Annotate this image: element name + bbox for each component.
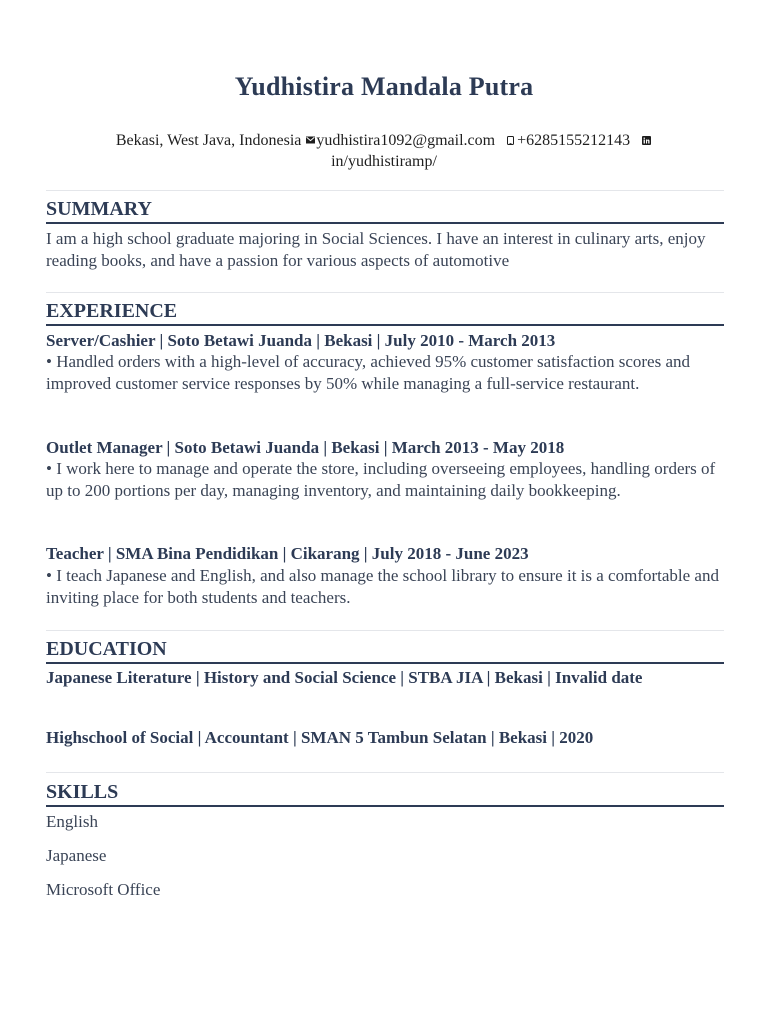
skills-heading: SKILLS [46,780,724,807]
contact-line [60,130,708,172]
skill-item: Microsoft Office [46,880,161,899]
education-item: Highschool of Social | Accountant | SMAN 5 Tambun Selatan | Bekasi | 2020 [46,728,594,747]
summary-text: I am a high school graduate majoring in Social Sciences. I have an interest in culinary arts, enjoy reading books, and have a passion for various aspects of automotive [46,229,706,270]
experience-item-heading: Teacher | SMA Bina Pendidikan | Cikarang | July 2018 - June 2023 [46,544,529,563]
skill-item: English [46,812,98,831]
experience-item-heading: Outlet Manager | Soto Betawi Juanda | Bekasi | March 2013 - May 2018 [46,438,565,457]
envelope-icon [306,136,315,144]
divider [46,630,724,631]
education-heading: EDUCATION [46,637,724,664]
linkedin-link[interactable]: in/yudhistiramp/ [331,153,437,170]
candidate-name: Yudhistira Mandala Putra [234,72,534,101]
experience-item-bullet: • I work here to manage and operate the store, including overseeing employees, handling orders of up to 200 portions per day, managing inventory, and maintaining daily bookkeeping. [46,459,716,500]
phone-icon [507,136,516,144]
divider [46,772,724,773]
experience-item-bullet: • Handled orders with a high-level of accuracy, achieved 95% customer satisfaction scores and improved customer service responses by 50% while managing a full-service restaurant. [46,352,690,393]
divider [46,190,724,191]
linkedin-icon [642,136,651,144]
experience-item-heading: Server/Cashier | Soto Betawi Juanda | Bekasi | July 2010 - March 2013 [46,331,556,350]
experience-item-bullet: • I teach Japanese and English, and also manage the school library to ensure it is a comfortable and inviting place for both students and teachers. [46,566,719,607]
email-link[interactable]: yudhistira1092@gmail.com [316,132,496,149]
experience-heading: EXPERIENCE [46,299,724,326]
location: Bekasi, West Java, Indonesia [115,132,302,149]
phone-number[interactable]: +6285155212143 [517,132,631,149]
summary-heading: SUMMARY [46,197,724,224]
education-item: Japanese Literature | History and Social Science | STBA JIA | Bekasi | Invalid date [46,668,643,687]
divider [46,292,724,293]
skill-item: Japanese [46,846,107,865]
